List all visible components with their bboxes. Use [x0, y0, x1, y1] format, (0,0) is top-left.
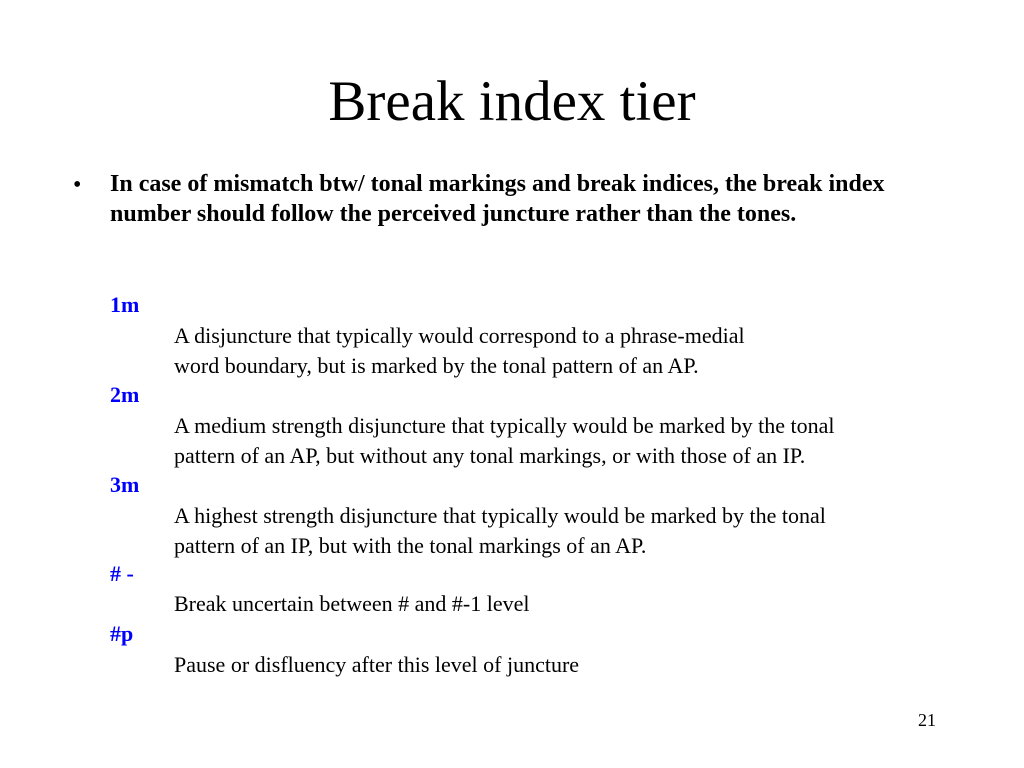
- definition-line: A medium strength disjuncture that typically would be marked by the tonal: [174, 413, 835, 438]
- term-label-hash-minus: # -: [110, 561, 134, 586]
- term-label-1m: 1m: [110, 292, 140, 317]
- term-definition-hash-minus: [174, 589, 530, 619]
- term-label-3m: 3m: [110, 472, 140, 497]
- bullet-text: In case of mismatch btw/ tonal markings and break indices, the break index number should follow the perceived juncture rather than the tones.: [110, 171, 885, 227]
- term-definition-2m: [174, 411, 834, 471]
- definition-line: Pause or disfluency after this level of juncture: [174, 652, 580, 677]
- definition-line: pattern of an IP, but with the tonal markings of an AP.: [174, 533, 647, 558]
- definition-line: pattern of an AP, but without any tonal markings, or with those of an IP.: [174, 443, 806, 468]
- term-definition-1m: [174, 321, 745, 381]
- term-label-2m: 2m: [110, 382, 140, 407]
- term-definition-hash-p: [174, 650, 579, 680]
- slide-number: 21: [918, 710, 936, 730]
- definition-line: A disjuncture that typically would correspond to a phrase-medial: [174, 323, 745, 348]
- term-label-hash-p: #p: [110, 621, 134, 646]
- definition-line: word boundary, but is marked by the tonal pattern of an AP.: [174, 353, 699, 378]
- definition-line: Break uncertain between # and #-1 level: [174, 591, 530, 616]
- definition-line: A highest strength disjuncture that typically would be marked by the tonal: [174, 503, 826, 528]
- bullet-marker: •: [73, 172, 82, 198]
- slide-title: Break index tier: [328, 70, 696, 133]
- term-definition-3m: [174, 501, 826, 561]
